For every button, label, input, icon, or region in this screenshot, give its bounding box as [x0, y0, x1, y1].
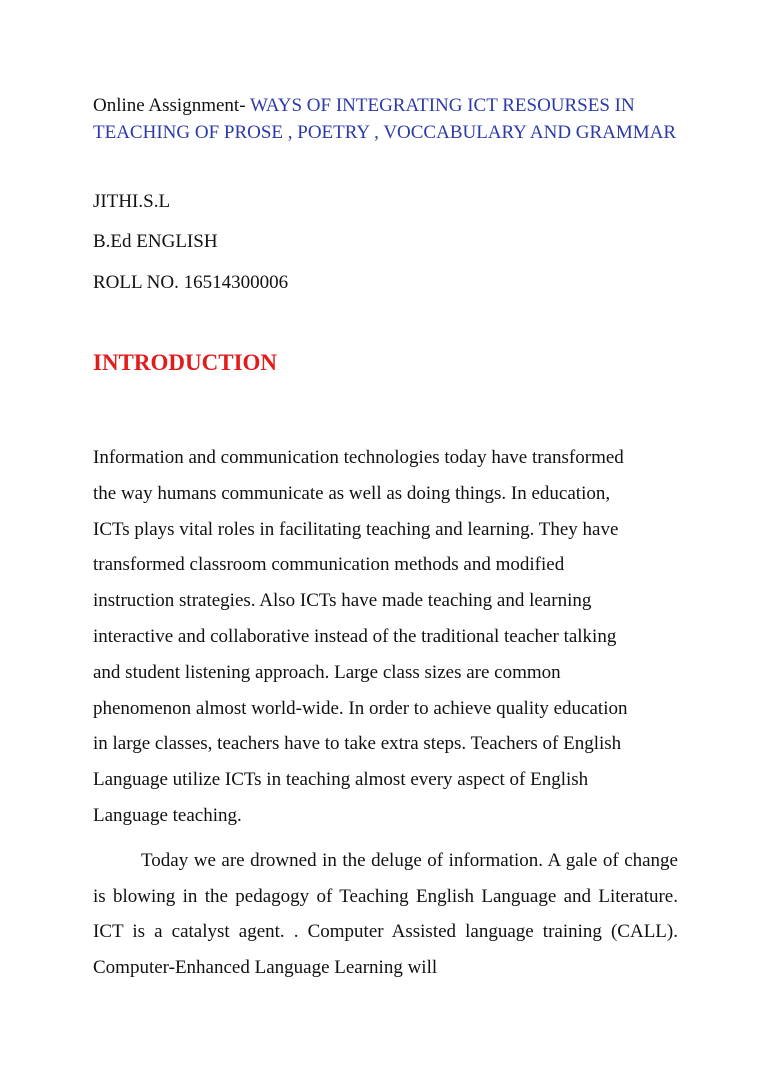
roll-number: ROLL NO. 16514300006 [93, 272, 289, 293]
title-prefix: Online Assignment- [93, 95, 250, 116]
section-heading: INTRODUCTION [93, 350, 278, 375]
paragraph-ict-pedagogy: Today we are drowned in the deluge of information. A gale of change is blowing in the pedagogy of Teaching English Language and Literature. ICT is a catalyst agent. . Computer Assisted language training (CALL). Computer-Enhanced Language Learning will [93, 850, 678, 978]
paragraph-line: instruction strategies. Also ICTs have made teaching and learning [93, 590, 592, 612]
course-name: B.Ed ENGLISH [93, 231, 218, 252]
paragraph-line: Language teaching. [93, 804, 242, 826]
paragraph-line: Information and communication technologies today have transformed [93, 447, 624, 468]
paragraph-line: in large classes, teachers have to take extra steps. Teachers of English [93, 733, 622, 755]
paragraph-line: and student listening approach. Large class sizes are common [93, 661, 561, 683]
paragraph-line: the way humans communicate as well as doing things. In education, [93, 482, 611, 504]
paragraph-line: ICTs plays vital roles in facilitating teaching and learning. They have [93, 518, 619, 540]
author-name: JITHI.S.L [93, 191, 171, 212]
paragraph-line: Language utilize ICTs in teaching almost every aspect of English [93, 769, 589, 791]
paragraph-introduction [93, 440, 678, 834]
assignment-title [93, 92, 678, 146]
title-text: WAYS OF INTEGRATING ICT RESOURSES IN TEACHING OF PROSE , POETRY , VOCCABULARY AND GRAMMAR [93, 95, 677, 143]
paragraph-line: phenomenon almost world-wide. In order to achieve quality education [93, 697, 628, 719]
paragraph-line: interactive and collaborative instead of the traditional teacher talking [93, 625, 617, 647]
paragraph-line: transformed classroom communication methods and modified [93, 554, 565, 576]
